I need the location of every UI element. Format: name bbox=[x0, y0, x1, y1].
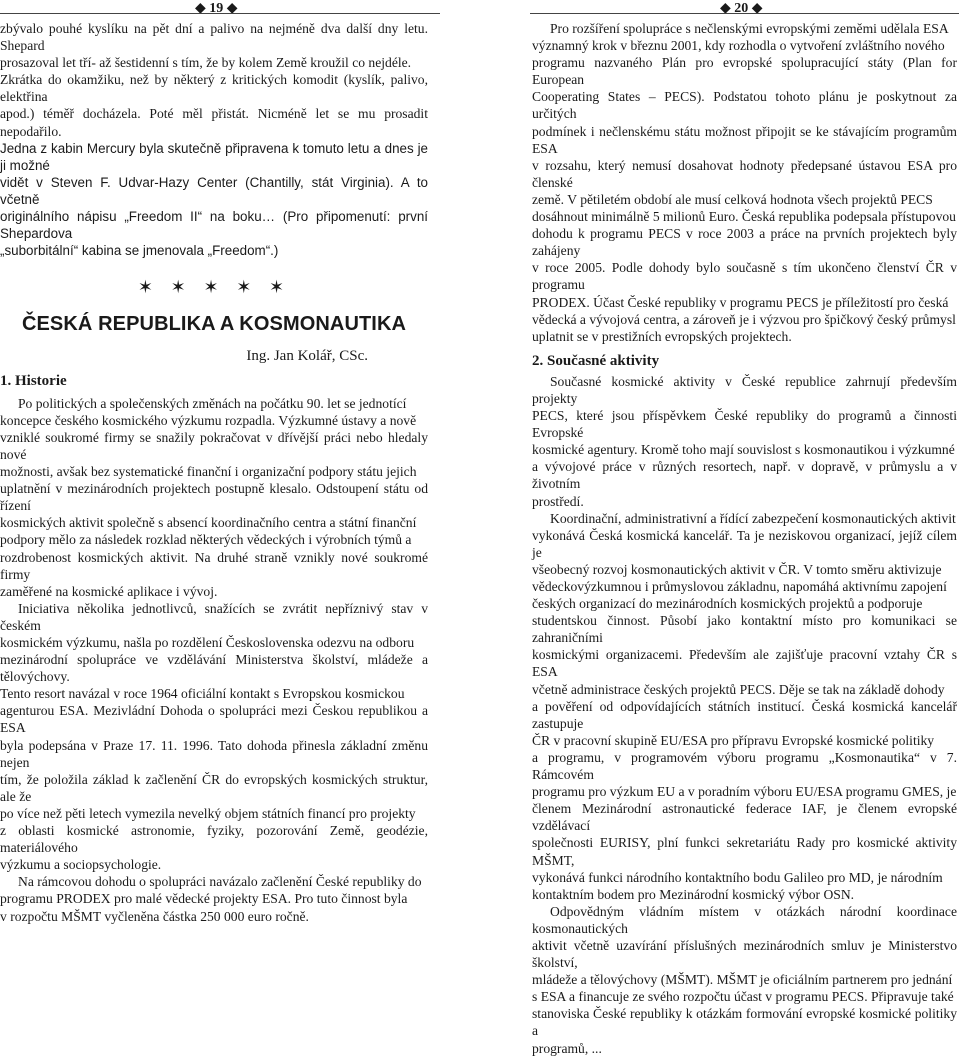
paragraph: Odpovědným vládním místem v otázkách národní koordinace kosmonautických aktivit včetně uzavírání příslušných mezinárodních smluv je Ministerstvo školství, mládeže a tělovýchovy (MŠMT). MŠMT je oficiálním partnerem pro jednání s ESA a financuje ze svého rozpočtu účast v programu PECS. Připravuje také stanoviska České republiky k otázkám formování evropské kosmické politiky a programů, ... bbox=[532, 903, 957, 1056]
paragraph: Pro rozšíření spolupráce s nečlenskými evropskými zeměmi udělala ESA významný krok v březnu 2001, kdy rozhodla o vytvoření zvláštního nového programu nazvaného Plán pro evropské spolupracující státy (Plan for European Cooperating States – PECS). Podstatou tohoto plánu je poskytnout za určitých podmínek i nečlenskému státu možnost připojit se ke stávajícím programům ESA v rozsahu, který nemusí dosahovat hodnoty předepsané ústavou ESA pro členské země. V pětiletém období ale musí celková hodnota všech projektů PECS dosáhnout minimálně 5 milionů Euro. Česká republika podepsala přístupovou dohodu k programu PECS v roce 2003 a práce na prvních projektech byly zahájeny v roce 2005. Podle dohody bylo současně s tím ukončeno členství ČR v programu PRODEX. Účast České republiky v programu PECS je příležitostí pro česká vědecká a vývojová centra, a zároveň je i výzvou pro špičkový český průmysl uplatnit se v prestižních evropských projektech. bbox=[532, 21, 957, 344]
page-number-value: 20 bbox=[734, 1, 749, 16]
page-number-value: 19 bbox=[209, 1, 224, 16]
capsule-note: Jedna z kabin Mercury byla skutečně připravena k tomuto letu a dnes je ji možné vidět v Steven F. Udvar-Hazy Center (Chantilly, stát Virginia). A to včetně originálního nápisu „Freedom II“ na boku… (Pro připomenutí: první Shepardova „suborbitální“ kabina se jmenovala „Freedom“.) bbox=[0, 140, 428, 259]
author: Ing. Jan Kolář, CSc. bbox=[246, 347, 368, 364]
header-rule bbox=[530, 13, 959, 14]
right-column bbox=[532, 20, 957, 1057]
header-rule bbox=[0, 13, 440, 14]
left-column bbox=[0, 20, 428, 925]
paragraph: Po politických a společenských změnách na počátku 90. let se jednotící koncepce českého kosmického výzkumu rozpadla. Výzkumné ústavy a nově vzniklé soukromé firmy se snažily pokračovat v dřívější práci nebo hledaly nové možnosti, avšak bez systematické finanční i organizační podpory státu jejich uplatnění v mezinárodních projektech postupně klesalo. Odstoupení státu od řízení kosmických aktivit společně s absencí koordinačního centra a státní finanční podpory mělo za následek rozklad některých vědeckých i výrobních týmů a rozdrobenost kosmických aktivit. Na druhé straně vznikly nové soukromé firmy zaměřené na kosmické aplikace i vývoj. bbox=[0, 395, 428, 599]
diamond-icon: ◆ bbox=[720, 1, 731, 16]
article-title: ČESKÁ REPUBLIKA A KOSMONAUTIKA bbox=[21, 313, 407, 336]
diamond-icon: ◆ bbox=[751, 1, 763, 16]
paragraph: Iniciativa několika jednotlivců, snažících se zvrátit nepříznivý stav v českém kosmickém výzkumu, našla po rozdělení Československa odezvu na odboru mezinárodní spolupráce ve vzdělávání Ministerstva školství, mládeže a tělovýchovy. Tento resort navázal v roce 1964 oficiální kontakt s Evropskou kosmickou agenturou ESA. Mezivládní Dohoda o spolupráci mezi Českou republikou a ESA byla podepsána v Praze 17. 11. 1996. Tato dohoda přinesla základní změnu nejen tím, že položila základ k začlenění ČR do evropských kosmických struktur, ale že po více než pěti letech vymezila nevelký objem státních financí pro projekty z oblasti kosmické astronomie, fyziky, pozorování Země, geodézie, materiálového výzkumu a sociopsychologie. bbox=[0, 600, 428, 873]
section-heading-current: 2. Současné aktivity bbox=[532, 352, 660, 369]
star-separator: ✶ ✶ ✶ ✶ ✶ bbox=[137, 277, 291, 299]
diamond-icon: ◆ bbox=[226, 1, 238, 16]
diamond-icon: ◆ bbox=[195, 1, 206, 16]
page-number-right bbox=[720, 0, 763, 17]
paragraph: Na rámcovou dohodu o spolupráci navázalo začlenění České republiky do programu PRODEX pro malé vědecké projekty ESA. Pro tuto činnost byla v rozpočtu MŠMT vyčleněna částka 250 000 euro ročně. bbox=[0, 874, 422, 924]
section-heading-history: 1. Historie bbox=[0, 372, 67, 389]
paragraph: Koordinační, administrativní a řídící zabezpečení kosmonautických aktivit vykonává Česká kosmická kancelář. Ta je neziskovou organizací, jejíž cílem je všeobecný rozvoj kosmonautických aktivit v ČR. V tomto směru aktivizuje vědeckovýzkumnou i průmyslovou základnu, napomáhá aktivnímu zapojení českých organizací do mezinárodních kosmických projektů a podporuje studentskou činnost. Působí jako kontaktní místo pro komunikaci se zahraničními kosmickými organizacemi. Především ale zajišťuje pracovní vztahy ČR s ESA včetně administrace českých projektů PECS. Děje se tak na základě dohody a pověření od odpovídajících státních institucí. Česká kosmická kancelář zastupuje ČR v pracovní skupině EU/ESA pro přípravu Evropské kosmické politiky a programu, v programovém výboru programu „Kosmonautika“ v 7. Rámcovém programu pro výzkum EU a v poradním výboru EU/ESA programu GMES, je členem Mezinárodní astronautické federace IAF, je členem evropské vzdělávací společnosti EURISY, plní funkci sekretariátu Rady pro kosmické aktivity MŠMT, vykonává funkci národního kontaktního bodu Galileo pro MD, je národním kontaktním bodem pro Mezinárodní kosmický výbor OSN. bbox=[532, 510, 957, 902]
paragraph: Současné kosmické aktivity v České republice zahrnují především projekty PECS, které jsou příspěvkem České republiky do programů a činnosti Evropské kosmické agentury. Kromě toho mají souvislost s kosmonautikou i výzkumné a vývojové práce v různých resortech, např. v dopravě, v průmyslu a v životním prostředí. bbox=[532, 373, 957, 509]
page-number-left bbox=[195, 0, 238, 17]
intro-text: zbývalo pouhé kyslíku na pět dní a palivo na nejméně dva další dny letu. Shepard prosazoval let tří- až šestidenní s tím, že by kolem Země kroužil co nejdéle. Zkrátka do okamžiku, než by některý z kritických komodit (kyslík, palivo, elektřina apod.) téměř docházela. Poté měl přistát. Nicméně let se mu prosadit nepodařilo. bbox=[0, 21, 428, 139]
